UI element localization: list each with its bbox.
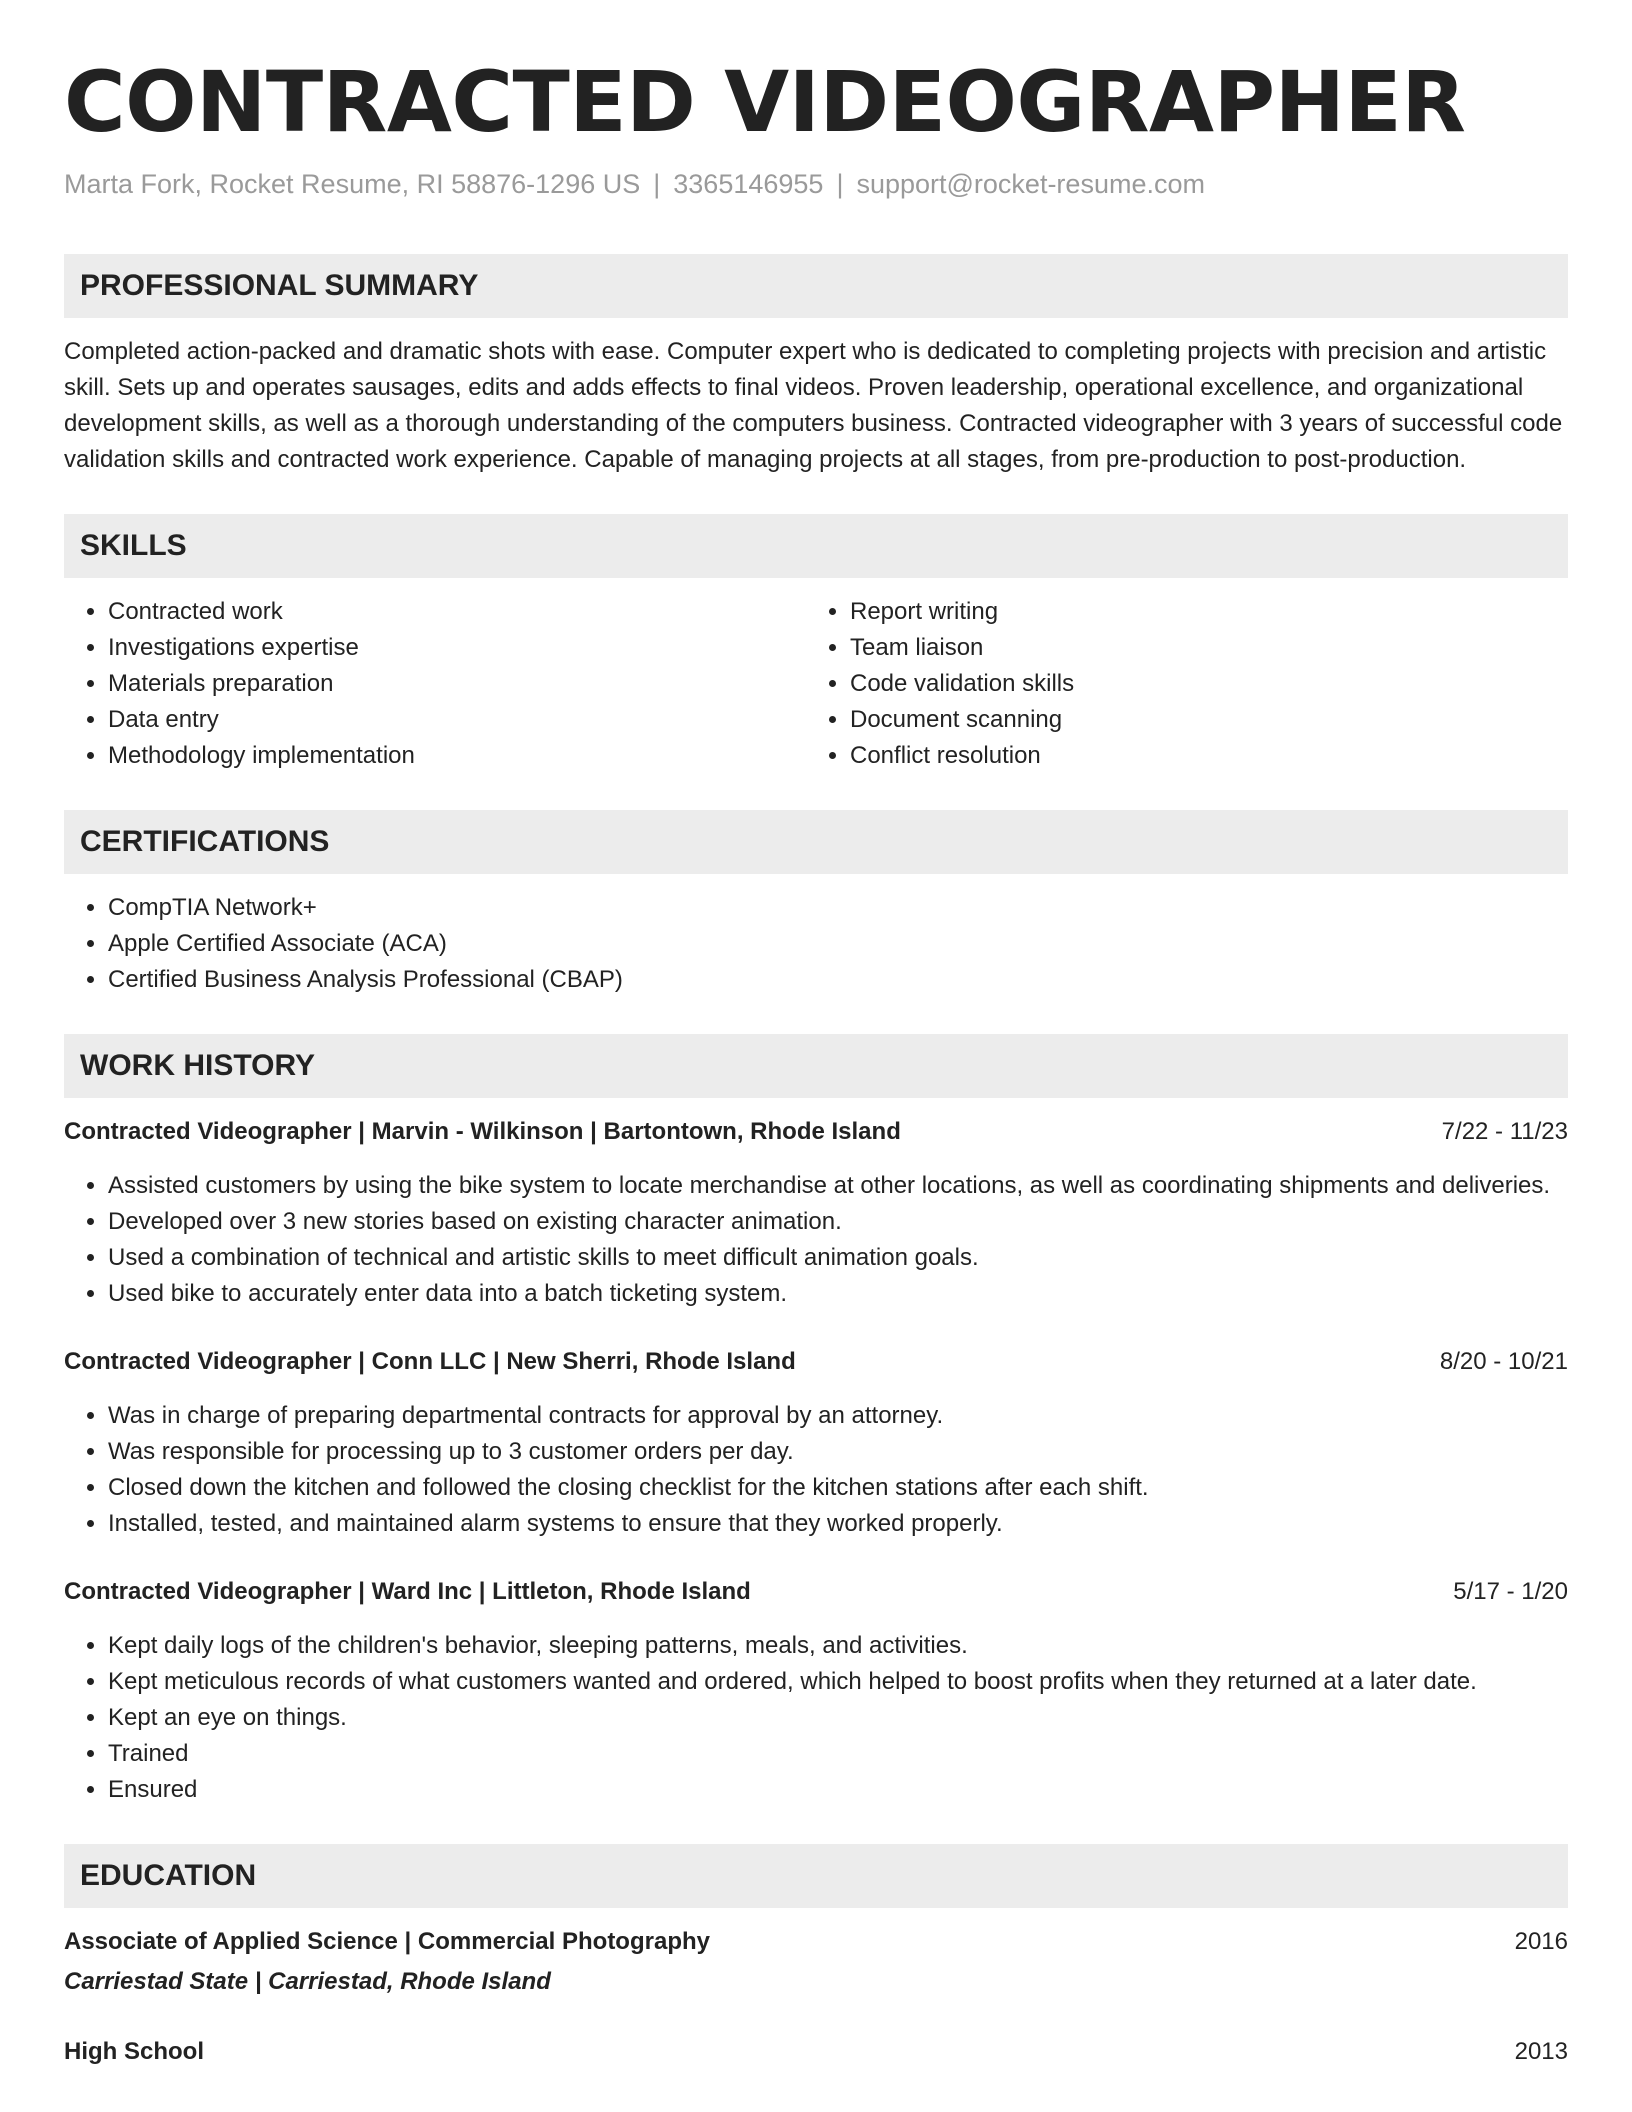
job-title: Contracted Videographer | Ward Inc | Littleton, Rhode Island: [64, 1578, 751, 1605]
education-entry: [64, 1924, 1568, 2000]
skills-column-right: [806, 594, 1548, 774]
skill-item: • Investigations expertise: [108, 630, 806, 666]
job-bullet: • Used bike to accurately enter data into a batch ticketing system.: [108, 1276, 1568, 1312]
certifications-list: [64, 890, 1568, 998]
education-year: 2016: [1514, 1928, 1568, 1955]
job-bullet: • Trained: [108, 1736, 1568, 1772]
job-title: Contracted Videographer | Marvin - Wilkinson | Bartontown, Rhode Island: [64, 1118, 901, 1145]
skill-item: • Report writing: [850, 594, 1548, 630]
education-degree: High School: [64, 2038, 204, 2065]
education-header: [64, 1924, 1568, 1960]
contact-email: support@rocket-resume.com: [856, 169, 1205, 199]
skill-item: • Data entry: [108, 702, 806, 738]
skill-item: • Document scanning: [850, 702, 1548, 738]
job-bullets: [64, 1168, 1568, 1312]
contact-separator: |: [836, 169, 844, 199]
skill-item: • Conflict resolution: [850, 738, 1548, 774]
education-school: Carriestad State | Carriestad, Rhode Island: [64, 1968, 551, 1995]
job-bullet: • Assisted customers by using the bike system to locate merchandise at other locations, as well as coordinating shipments and deliveries.: [108, 1168, 1568, 1204]
contact-phone: 3365146955: [673, 169, 824, 199]
skill-item: • Materials preparation: [108, 666, 806, 702]
education-degree: Associate of Applied Science | Commercial Photography: [64, 1928, 710, 1955]
section-heading-certifications: CERTIFICATIONS: [64, 810, 1568, 874]
job-bullet: • Was in charge of preparing departmental contracts for approval by an attorney.: [108, 1398, 1568, 1434]
job-entry: [64, 1114, 1568, 1312]
job-dates: 7/22 - 11/23: [1441, 1118, 1568, 1145]
job-bullet: • Kept daily logs of the children's behavior, sleeping patterns, meals, and activities.: [108, 1628, 1568, 1664]
summary-text: Completed action-packed and dramatic shots with ease. Computer expert who is dedicated to completing projects with precision and artistic skill. Sets up and operates sausages, edits and adds effects to final videos. Proven leadership, operational excellence, and organizational development skills, as well as a thorough understanding of the computers business. Contracted videographer with 3 years of successful code validation skills and contracted work experience. Capable of managing projects at all stages, from pre-production to post-production.: [64, 338, 1563, 473]
section-heading-summary: PROFESSIONAL SUMMARY: [64, 254, 1568, 318]
contact-separator: |: [653, 169, 661, 199]
skill-item: • Team liaison: [850, 630, 1548, 666]
certification-item: • Apple Certified Associate (ACA): [108, 926, 1568, 962]
section-heading-skills: SKILLS: [64, 514, 1568, 578]
job-bullet: • Was responsible for processing up to 3 customer orders per day.: [108, 1434, 1568, 1470]
skill-item: • Methodology implementation: [108, 738, 806, 774]
contact-address: Marta Fork, Rocket Resume, RI 58876-1296 US: [64, 169, 641, 199]
job-bullet: • Closed down the kitchen and followed the closing checklist for the kitchen stations after each shift.: [108, 1470, 1568, 1506]
job-header: [64, 1344, 1568, 1380]
job-bullet: • Installed, tested, and maintained alarm systems to ensure that they worked properly.: [108, 1506, 1568, 1542]
job-bullets: [64, 1398, 1568, 1542]
job-header: [64, 1114, 1568, 1150]
job-title: Contracted Videographer | Conn LLC | New Sherri, Rhode Island: [64, 1348, 796, 1375]
job-entry: [64, 1344, 1568, 1542]
certification-item: • Certified Business Analysis Professional (CBAP): [108, 962, 1568, 998]
resume-title: CONTRACTED VIDEOGRAPHER: [64, 53, 1466, 151]
certification-item: • CompTIA Network+: [108, 890, 1568, 926]
job-bullet: • Kept an eye on things.: [108, 1700, 1568, 1736]
education-header: [64, 2034, 1568, 2070]
skill-item: • Code validation skills: [850, 666, 1548, 702]
job-header: [64, 1574, 1568, 1610]
job-bullet: • Developed over 3 new stories based on existing character animation.: [108, 1204, 1568, 1240]
education-year: 2013: [1514, 2038, 1568, 2065]
education-entry: [64, 2034, 1568, 2070]
job-bullet: • Ensured: [108, 1772, 1568, 1808]
job-bullet: • Kept meticulous records of what customers wanted and ordered, which helped to boost profits when they returned at a later date.: [108, 1664, 1568, 1700]
section-heading-work-history: WORK HISTORY: [64, 1034, 1568, 1098]
job-entry: [64, 1574, 1568, 1808]
skill-item: • Contracted work: [108, 594, 806, 630]
skills-list: [64, 594, 1568, 774]
contact-line: [64, 166, 1568, 202]
job-bullet: • Used a combination of technical and artistic skills to meet difficult animation goals.: [108, 1240, 1568, 1276]
job-bullets: [64, 1628, 1568, 1808]
skills-column-left: [64, 594, 806, 774]
resume-page: [64, 52, 1568, 2070]
job-dates: 8/20 - 10/21: [1439, 1348, 1568, 1375]
job-dates: 5/17 - 1/20: [1453, 1578, 1568, 1605]
section-heading-education: EDUCATION: [64, 1844, 1568, 1908]
